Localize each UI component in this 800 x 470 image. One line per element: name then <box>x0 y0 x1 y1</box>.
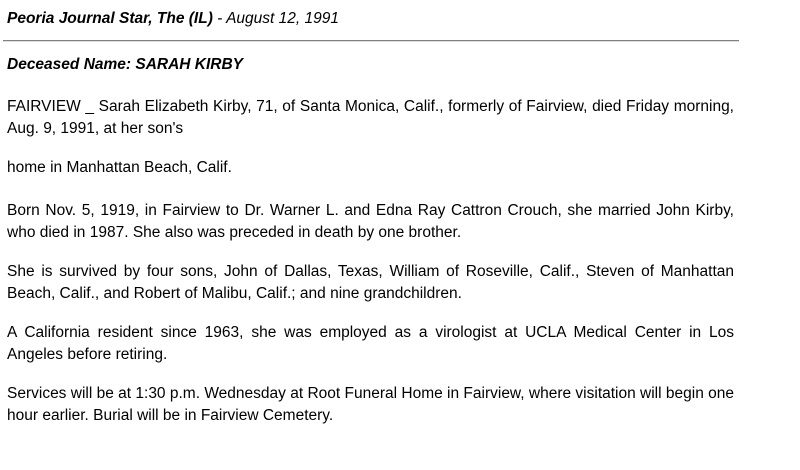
header-divider <box>3 40 739 42</box>
paragraph-location: home in Manhattan Beach, Calif. <box>7 159 232 176</box>
paragraph-birth: Born Nov. 5, 1919, in Fairview to Dr. Warner L. and Edna Ray Cattron Crouch, she married John Kirby, who died in 1987. She also was preceded in death by one brother. <box>7 202 734 241</box>
paragraph-services: Services will be at 1:30 p.m. Wednesday at Root Funeral Home in Fairview, where visitation will begin one hour earlier. Burial will be in Fairview Cemetery. <box>7 385 734 424</box>
paragraph-career: A California resident since 1963, she was employed as a virologist at UCLA Medical Center in Los Angeles before retiring. <box>7 324 734 363</box>
publication-date: August 12, 1991 <box>226 10 339 27</box>
publication-name: Peoria Journal Star, The (IL) <box>7 10 213 27</box>
source-header <box>7 9 734 29</box>
paragraph-intro: FAIRVIEW _ Sarah Elizabeth Kirby, 71, of Santa Monica, Calif., formerly of Fairview, died Friday morning, Aug. 9, 1991, at her son's <box>7 98 734 137</box>
header-separator: - <box>212 10 227 27</box>
paragraph-survivors: She is survived by four sons, John of Dallas, Texas, William of Roseville, Calif., Steven of Manhattan Beach, Calif., and Robert of Malibu, Calif.; and nine grandchildren. <box>7 263 734 302</box>
obituary-page <box>7 0 734 424</box>
deceased-name-heading: Deceased Name: SARAH KIRBY <box>7 56 244 73</box>
obituary-body <box>7 96 734 444</box>
